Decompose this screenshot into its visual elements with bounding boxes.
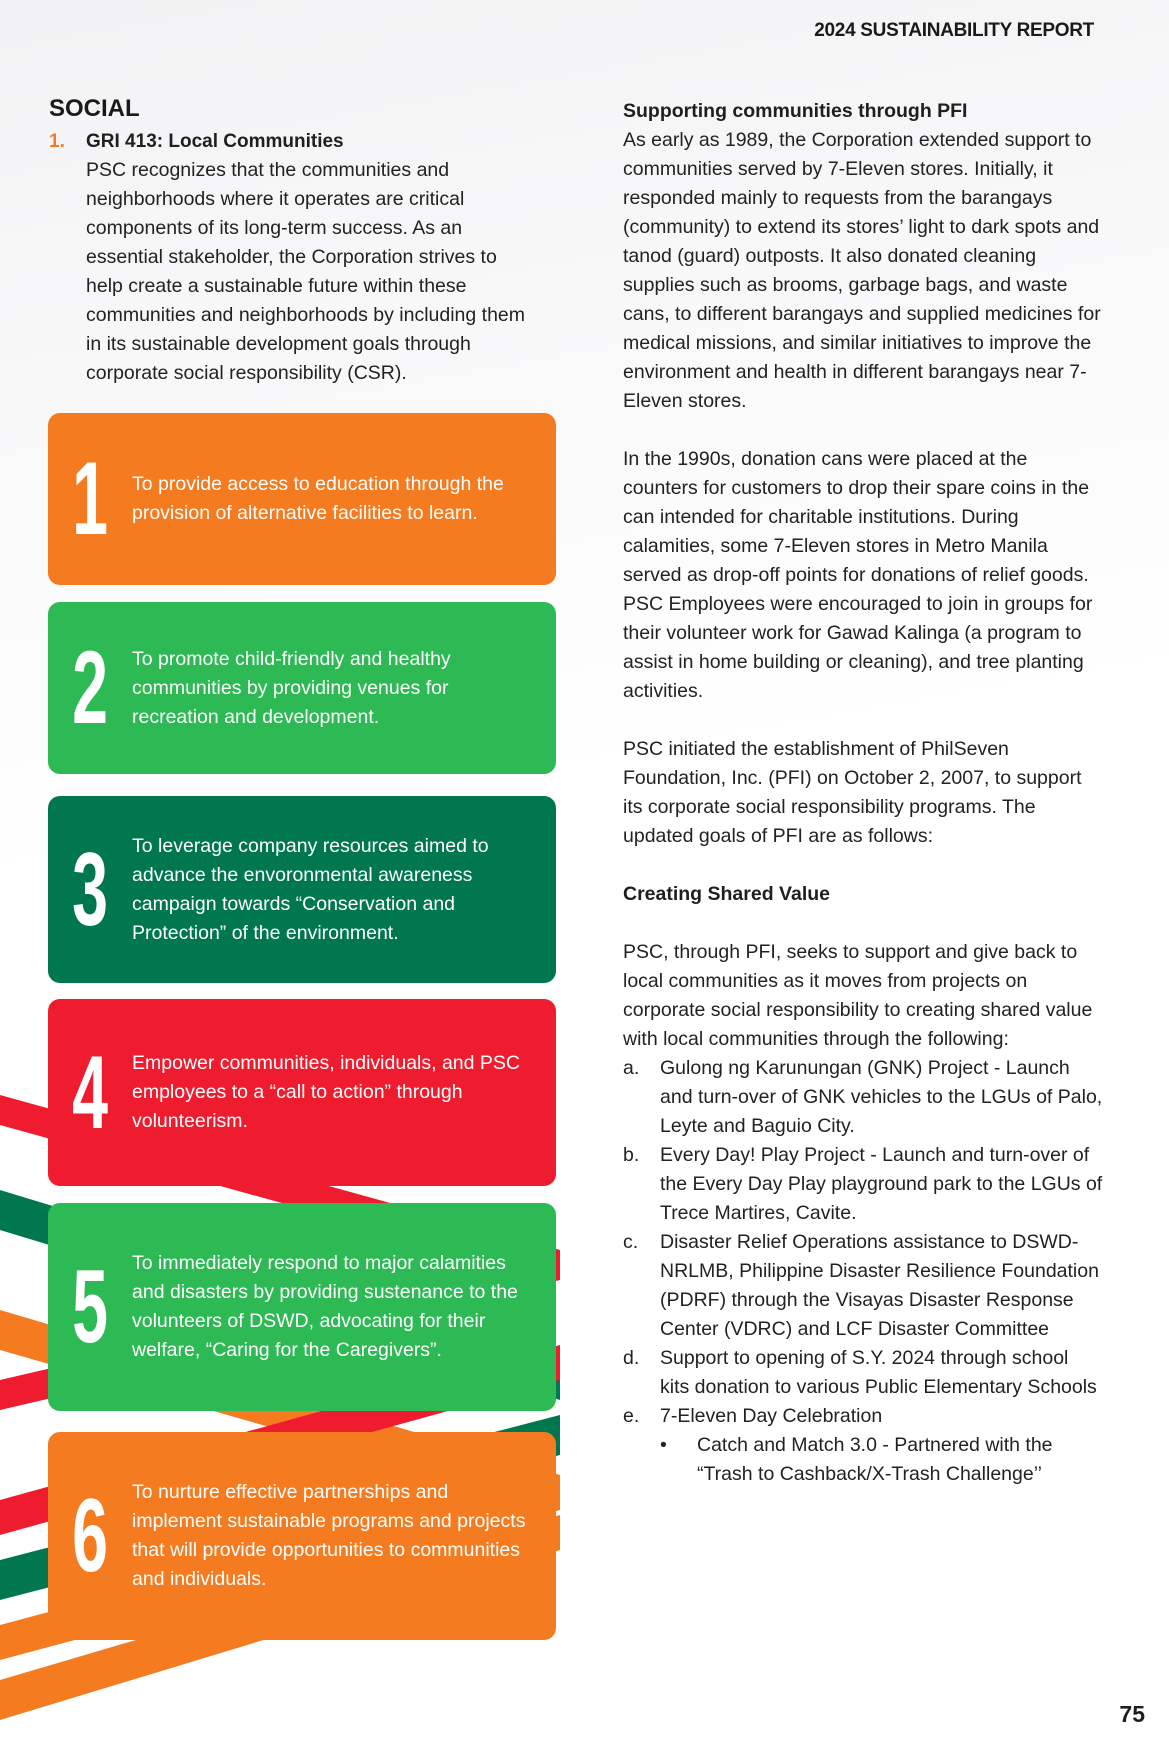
goal-card-2 [48, 602, 556, 774]
gri-text: PSC recognizes that the communities and neighborhoods where it operates are critical components of its long-term success. As an essential stakeholder, the Corporation strives to help create a sustainable future within these communities and neighborhoods by including them in its sustainable development goals through corporate social responsibility (CSR). [86, 159, 526, 384]
goal-text: To promote child-friendly and healthy communities by providing venues for recreation and development. [132, 647, 451, 728]
goal-text: To nurture effective partnerships and implement sustainable programs and projects that will provide opportunities to communities and individuals. [132, 1481, 526, 1590]
paragraph: In the 1990s, donation cans were placed at the counters for customers to drop their spare coins in the can intended for charitable institutions. During calamities, some 7-Eleven stores in Metro Manila served as drop-off points for donations of relief goods. PSC Employees were encouraged to join in groups for their volunteer work for Gawad Kalinga (a program to assist in home building or cleaning), and tree planting activities. [623, 448, 1093, 702]
goal-card-4 [48, 999, 556, 1186]
bullet-item: • Catch and Match 3.0 - Partnered with the “Trash to Cashback/X-Trash Challenge’’ [660, 1434, 1053, 1485]
goal-text: To provide access to education through the provision of alternative facilities to learn. [132, 473, 504, 524]
right-column [623, 97, 1103, 1489]
goal-card-1 [48, 413, 556, 585]
goal-text: Empower communities, individuals, and PSC employees to a “call to action” through volunteerism. [132, 1052, 521, 1132]
goal-number: 3 [72, 831, 108, 948]
page-number: 75 [1119, 1701, 1145, 1727]
section-heading: Supporting communities through PFI [623, 100, 968, 122]
goal-card-6 [48, 1432, 556, 1640]
goal-text: To immediately respond to major calamities and disasters by providing sustenance to the volunteers of DSWD, advocating for their welfare, “Caring for the Caregivers”. [132, 1252, 518, 1361]
goal-card-5 [48, 1203, 556, 1411]
list-item: e. 7-Eleven Day Celebration [623, 1405, 883, 1427]
paragraph: PSC, through PFI, seeks to support and give back to local communities as it moves from projects on corporate social responsibility to creating shared value with local communities through the following: [623, 941, 1093, 1050]
list-item: b. Every Day! Play Project - Launch and turn-over of the Every Day Play playground park to the LGUs of Trece Martires, Cavite. [623, 1144, 1103, 1224]
gri-heading: GRI 413: Local Communities [86, 131, 344, 152]
goal-number: 4 [72, 1034, 108, 1151]
paragraph: As early as 1989, the Corporation extended support to communities served by 7-Eleven stores. Initially, it responded mainly to requests from the barangays (community) to extend its stores’ light to dark spots and tanod (guard) outposts. It also donated cleaning supplies such as brooms, garbage bags, and waste cans, to different barangays and supplied medicines for medical missions, and similar initiatives to improve the environment and health in different barangays near 7-Eleven stores. [623, 129, 1101, 412]
gri-item [49, 131, 569, 388]
left-column [49, 95, 569, 388]
goal-number: 5 [72, 1249, 108, 1365]
section-title: SOCIAL [49, 95, 140, 122]
paragraph: PSC initiated the establishment of PhilSeven Foundation, Inc. (PFI) on October 2, 2007, to support its corporate social responsibility programs. The updated goals of PFI are as follows: [623, 738, 1082, 847]
goal-number: 1 [72, 441, 108, 557]
list-item: a. Gulong ng Karunungan (GNK) Project - Launch and turn-over of GNK vehicles to the LGUs of Palo, Leyte and Baguio City. [623, 1057, 1103, 1137]
list-item: d. Support to opening of S.Y. 2024 through school kits donation to various Public Elementary Schools [623, 1347, 1097, 1398]
goal-text: To leverage company resources aimed to advance the envoronmental awareness campaign towards “Conservation and Protection” of the environment. [132, 834, 489, 944]
list-item: c. Disaster Relief Operations assistance to DSWD-NRLMB, Philippine Disaster Resilience Foundation (PDRF) through the Visayas Disaster Response Center (VDRC) and LCF Disaster Committee [623, 1231, 1099, 1340]
goal-number: 2 [72, 630, 108, 746]
initiatives-list [623, 1054, 1103, 1489]
goal-number: 6 [72, 1478, 108, 1594]
report-title: 2024 SUSTAINABILITY REPORT [814, 20, 1094, 41]
goal-card-3 [48, 796, 556, 983]
gri-number: 1. [49, 131, 65, 152]
section-heading: Creating Shared Value [623, 883, 830, 905]
